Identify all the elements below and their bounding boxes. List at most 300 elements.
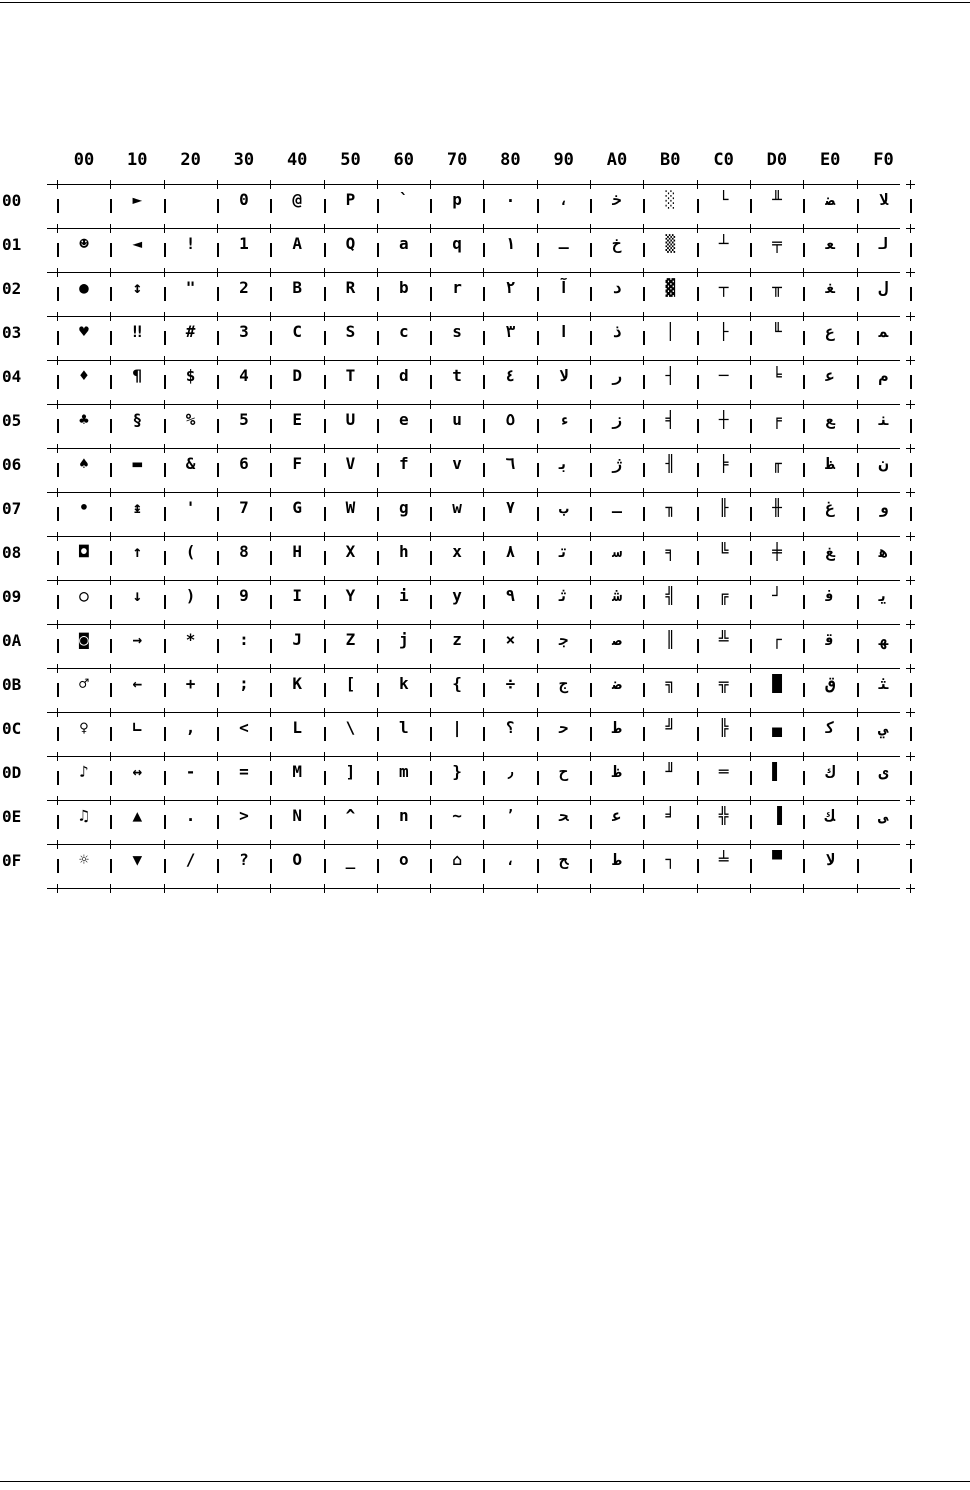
grid-joint (320, 840, 329, 849)
grid-joint (320, 400, 329, 409)
cell-divider (377, 859, 379, 873)
cell-divider (590, 507, 592, 521)
character-cell: ? (239, 850, 249, 869)
cell-divider (110, 331, 112, 345)
character-cell: ♣ (79, 410, 89, 429)
grid-joint (586, 576, 595, 585)
grid-joint (799, 400, 808, 409)
cell-divider (110, 815, 112, 829)
grid-joint (53, 752, 62, 761)
character-cell: ▓ (665, 278, 676, 297)
character-cell: ﻗ (825, 630, 835, 649)
character-cell: s (452, 322, 462, 341)
grid-joint (906, 796, 915, 805)
grid-joint (106, 444, 115, 453)
cell-divider (110, 419, 112, 433)
character-cell: X (345, 542, 356, 561)
row-separator (47, 184, 900, 185)
row-header: 05 (2, 411, 22, 430)
grid-joint (53, 356, 62, 365)
character-cell: g (398, 498, 409, 517)
row-separator (47, 404, 900, 405)
character-cell: 3 (239, 322, 249, 341)
grid-joint (160, 664, 169, 673)
cell-divider (110, 243, 112, 257)
cell-divider (537, 551, 539, 565)
character-cell: ( (185, 542, 196, 561)
cell-divider (750, 507, 752, 521)
character-cell: \ (345, 718, 356, 737)
character-cell: ﺢ (558, 850, 569, 869)
character-cell (62, 190, 106, 222)
character-cell: ﺗ (558, 542, 569, 561)
cell-divider (217, 243, 219, 257)
cell-divider (164, 551, 166, 565)
character-cell: ┴ (718, 234, 729, 253)
character-cell: _ (345, 850, 356, 869)
character-cell: | (452, 718, 462, 737)
character-cell: m (398, 762, 409, 781)
column-header: 00 (73, 150, 95, 170)
cell-divider (537, 199, 539, 213)
cell-divider (697, 419, 699, 433)
character-cell: ٥ (505, 410, 516, 429)
grid-joint (266, 488, 275, 497)
character-cell: ╕ (665, 542, 676, 561)
row-separator (47, 536, 900, 537)
grid-joint (906, 752, 915, 761)
cell-divider (697, 595, 699, 609)
cell-divider (270, 815, 272, 829)
cell-divider (857, 463, 859, 477)
column-header: D0 (766, 150, 788, 170)
character-cell: ♥ (79, 322, 89, 341)
character-cell: H (292, 542, 302, 561)
cell-divider (430, 375, 432, 389)
cell-divider (324, 727, 326, 741)
cell-divider (377, 419, 379, 433)
grid-joint (639, 664, 648, 673)
character-cell: ▼ (132, 850, 143, 869)
cell-divider (270, 859, 272, 873)
cell-divider (430, 595, 432, 609)
cell-divider (377, 199, 379, 213)
grid-joint (266, 400, 275, 409)
character-cell: w (452, 498, 462, 517)
cell-divider (164, 771, 166, 785)
cell-divider (377, 595, 379, 609)
grid-joint (906, 620, 915, 629)
grid-joint (746, 488, 755, 497)
cell-divider (537, 815, 539, 829)
grid-joint (320, 532, 329, 541)
cell-divider (110, 375, 112, 389)
cell-divider (857, 507, 859, 521)
grid-joint (320, 884, 329, 893)
grid-joint (746, 268, 755, 277)
character-cell: ↔ (132, 762, 143, 781)
grid-joint (213, 532, 222, 541)
grid-joint (213, 884, 222, 893)
grid-joint (533, 224, 542, 233)
cell-divider (750, 639, 752, 653)
cell-divider (324, 463, 326, 477)
cell-divider (697, 859, 699, 873)
cell-divider (57, 419, 59, 433)
grid-joint (639, 356, 648, 365)
cell-divider (910, 287, 912, 301)
grid-joint (160, 268, 169, 277)
character-cell: E (292, 410, 302, 429)
grid-joint (639, 884, 648, 893)
grid-joint (746, 312, 755, 321)
character-cell: ─ (718, 366, 729, 385)
row-header: 0B (2, 675, 22, 694)
cell-divider (483, 771, 485, 785)
character-cell: ﺷ (612, 586, 622, 605)
cell-divider (697, 287, 699, 301)
cell-divider (910, 551, 912, 565)
grid-joint (266, 268, 275, 277)
character-cell: ║ (665, 630, 676, 649)
character-cell: Y (345, 586, 356, 605)
character-cell: ٬ (505, 806, 516, 825)
grid-joint (160, 488, 169, 497)
cell-divider (430, 639, 432, 653)
grid-joint (213, 400, 222, 409)
character-cell: ﻲ (878, 718, 889, 737)
grid-joint (639, 268, 648, 277)
grid-joint (799, 312, 808, 321)
grid-joint (533, 180, 542, 189)
cell-divider (910, 771, 912, 785)
grid-joint (693, 576, 702, 585)
character-cell: ﻈ (825, 454, 835, 473)
grid-joint (853, 884, 862, 893)
cell-divider (857, 419, 859, 433)
grid-joint (906, 444, 915, 453)
cell-divider (377, 287, 379, 301)
character-cell: J (292, 630, 302, 649)
cell-divider (217, 639, 219, 653)
character-cell: ◄ (132, 234, 143, 253)
character-cell: ﺭ (612, 366, 622, 385)
column-header: F0 (873, 150, 894, 170)
cell-divider (57, 243, 59, 257)
character-cell: V (345, 454, 356, 473)
grid-joint (106, 796, 115, 805)
grid-joint (106, 356, 115, 365)
cell-divider (164, 287, 166, 301)
character-cell: ﺡ (558, 762, 569, 781)
character-cell: ` (398, 190, 409, 209)
cell-divider (270, 771, 272, 785)
grid-joint (106, 576, 115, 585)
grid-joint (160, 840, 169, 849)
cell-divider (483, 551, 485, 565)
cell-divider (57, 683, 59, 697)
character-cell: = (239, 762, 249, 781)
cell-divider (537, 419, 539, 433)
cell-divider (803, 199, 805, 213)
cell-divider (910, 859, 912, 873)
character-cell: . (185, 806, 196, 825)
grid-joint (53, 884, 62, 893)
character-cell: ﻝ (878, 278, 889, 297)
grid-joint (906, 224, 915, 233)
cell-divider (803, 639, 805, 653)
character-cell: ♀ (79, 718, 89, 737)
character-cell: ╬ (718, 806, 729, 825)
character-cell: t (452, 366, 462, 385)
cell-divider (324, 243, 326, 257)
character-cell: ﺝ (558, 674, 569, 693)
cell-divider (483, 727, 485, 741)
character-cell: A (292, 234, 302, 253)
grid-joint (586, 268, 595, 277)
character-cell: ♪ (79, 762, 89, 781)
grid-joint (106, 884, 115, 893)
grid-joint (320, 488, 329, 497)
character-cell: e (398, 410, 409, 429)
grid-joint (320, 312, 329, 321)
character-cell: ↑ (132, 542, 143, 561)
grid-joint (320, 356, 329, 365)
code-page-table (2, 150, 900, 895)
character-cell: ► (132, 190, 143, 209)
character-cell: ﺳ (612, 542, 622, 561)
grid-joint (373, 488, 382, 497)
grid-joint (853, 708, 862, 717)
character-cell: ﻀ (825, 190, 835, 209)
character-cell: ╧ (718, 850, 729, 869)
character-cell: ٦ (505, 454, 516, 473)
character-cell: ﺀ (558, 410, 569, 429)
cell-divider (164, 859, 166, 873)
cell-divider (643, 859, 645, 873)
character-cell: ▐ (772, 806, 782, 825)
cell-divider (430, 243, 432, 257)
character-cell: ﻚ (825, 806, 835, 825)
grid-joint (586, 620, 595, 629)
grid-joint (639, 488, 648, 497)
character-cell: ﻃ (612, 718, 622, 737)
character-cell: ﺧ (612, 190, 622, 209)
character-cell: ↓ (132, 586, 143, 605)
cell-divider (110, 287, 112, 301)
character-cell: B (292, 278, 302, 297)
grid-joint (106, 532, 115, 541)
character-cell: ﻋ (612, 806, 622, 825)
grid-joint (533, 752, 542, 761)
character-cell: ﺻ (612, 630, 622, 649)
grid-joint (53, 796, 62, 805)
character-cell: ╝ (665, 718, 676, 737)
grid-joint (266, 444, 275, 453)
character-cell: { (452, 674, 462, 693)
cell-divider (697, 199, 699, 213)
cell-divider (750, 771, 752, 785)
cell-divider (483, 419, 485, 433)
character-cell: W (345, 498, 356, 517)
cell-divider (910, 331, 912, 345)
character-cell: ﮊ (612, 454, 622, 473)
character-cell: ﺍ (558, 322, 569, 341)
character-cell: 8 (239, 542, 249, 561)
character-cell: ↨ (132, 498, 143, 517)
character-cell: ╢ (665, 454, 676, 473)
cell-divider (110, 507, 112, 521)
grid-joint (479, 796, 488, 805)
grid-joint (479, 884, 488, 893)
grid-joint (320, 576, 329, 585)
character-cell: ┌ (772, 630, 782, 649)
cell-divider (57, 507, 59, 521)
character-cell: ╪ (772, 542, 782, 561)
character-cell: q (452, 234, 462, 253)
character-cell: ● (79, 278, 89, 297)
cell-divider (270, 683, 272, 697)
column-header: 70 (446, 150, 468, 170)
character-cell: ﻓ (825, 586, 835, 605)
character-cell: ╖ (665, 498, 676, 517)
grid-joint (426, 840, 435, 849)
cell-divider (910, 419, 912, 433)
grid-joint (426, 312, 435, 321)
character-cell: ﻼ (878, 190, 889, 209)
cell-divider (697, 243, 699, 257)
character-cell: ┼ (718, 410, 729, 429)
grid-joint (160, 620, 169, 629)
character-cell: ﻫ (878, 542, 889, 561)
grid-joint (266, 796, 275, 805)
column-header: C0 (713, 150, 734, 170)
cell-divider (803, 727, 805, 741)
grid-joint (746, 796, 755, 805)
cell-divider (857, 595, 859, 609)
cell-divider (377, 771, 379, 785)
grid-joint (906, 400, 915, 409)
grid-joint (479, 180, 488, 189)
character-cell: " (185, 278, 196, 297)
grid-joint (533, 488, 542, 497)
grid-joint (586, 356, 595, 365)
grid-joint (53, 708, 62, 717)
character-cell: █ (772, 674, 782, 693)
cell-divider (430, 859, 432, 873)
cell-divider (164, 463, 166, 477)
character-cell: ﻙ (825, 762, 835, 781)
grid-joint (426, 356, 435, 365)
grid-joint (106, 224, 115, 233)
character-cell: K (292, 674, 302, 693)
cell-divider (217, 375, 219, 389)
character-cell: x (452, 542, 462, 561)
character-cell: ﻍ (825, 498, 835, 517)
grid-joint (426, 664, 435, 673)
character-cell: < (239, 718, 249, 737)
cell-divider (750, 199, 752, 213)
character-cell: ╩ (718, 630, 729, 649)
grid-joint (639, 576, 648, 585)
row-separator (47, 624, 900, 625)
grid-joint (853, 312, 862, 321)
row-header: 0D (2, 763, 22, 782)
character-cell: ╞ (718, 454, 729, 473)
cell-divider (483, 639, 485, 653)
row-header: 02 (2, 279, 22, 298)
grid-joint (639, 796, 648, 805)
character-cell: ٢ (505, 278, 516, 297)
character-cell: ~ (452, 806, 462, 825)
cell-divider (217, 551, 219, 565)
grid-joint (906, 312, 915, 321)
character-cell: → (132, 630, 143, 649)
grid-joint (160, 444, 169, 453)
grid-joint (160, 576, 169, 585)
grid-joint (160, 180, 169, 189)
cell-divider (270, 595, 272, 609)
grid-joint (799, 268, 808, 277)
character-cell: § (132, 410, 143, 429)
grid-joint (373, 532, 382, 541)
character-cell: ├ (718, 322, 729, 341)
cell-divider (697, 683, 699, 697)
grid-joint (586, 312, 595, 321)
grid-joint (906, 356, 915, 365)
character-cell: ↕ (132, 278, 143, 297)
cell-divider (57, 331, 59, 345)
cell-divider (537, 331, 539, 345)
cell-divider (590, 463, 592, 477)
row-separator (47, 316, 900, 317)
row-header: 0A (2, 631, 22, 650)
grid-joint (693, 796, 702, 805)
column-header: 90 (553, 150, 574, 170)
character-cell: Z (345, 630, 356, 649)
grid-joint (426, 708, 435, 717)
cell-divider (910, 199, 912, 213)
grid-joint (479, 708, 488, 717)
cell-divider (537, 595, 539, 609)
cell-divider (643, 727, 645, 741)
character-cell: ┤ (665, 366, 676, 385)
character-cell: f (398, 454, 409, 473)
grid-joint (266, 752, 275, 761)
cell-divider (430, 771, 432, 785)
cell-divider (537, 683, 539, 697)
grid-joint (479, 268, 488, 277)
grid-joint (533, 620, 542, 629)
grid-joint (426, 444, 435, 453)
cell-divider (57, 815, 59, 829)
character-cell: ▌ (772, 762, 782, 781)
cell-divider (910, 727, 912, 741)
character-cell: 4 (239, 366, 249, 385)
character-cell: 5 (239, 410, 249, 429)
cell-divider (643, 771, 645, 785)
top-rule (0, 2, 970, 3)
character-cell: 9 (239, 586, 249, 605)
cell-divider (324, 683, 326, 697)
grid-joint (639, 312, 648, 321)
row-header: 09 (2, 587, 22, 606)
grid-joint (53, 180, 62, 189)
grid-joint (213, 356, 222, 365)
grid-joint (160, 752, 169, 761)
cell-divider (110, 639, 112, 653)
grid-joint (373, 312, 382, 321)
